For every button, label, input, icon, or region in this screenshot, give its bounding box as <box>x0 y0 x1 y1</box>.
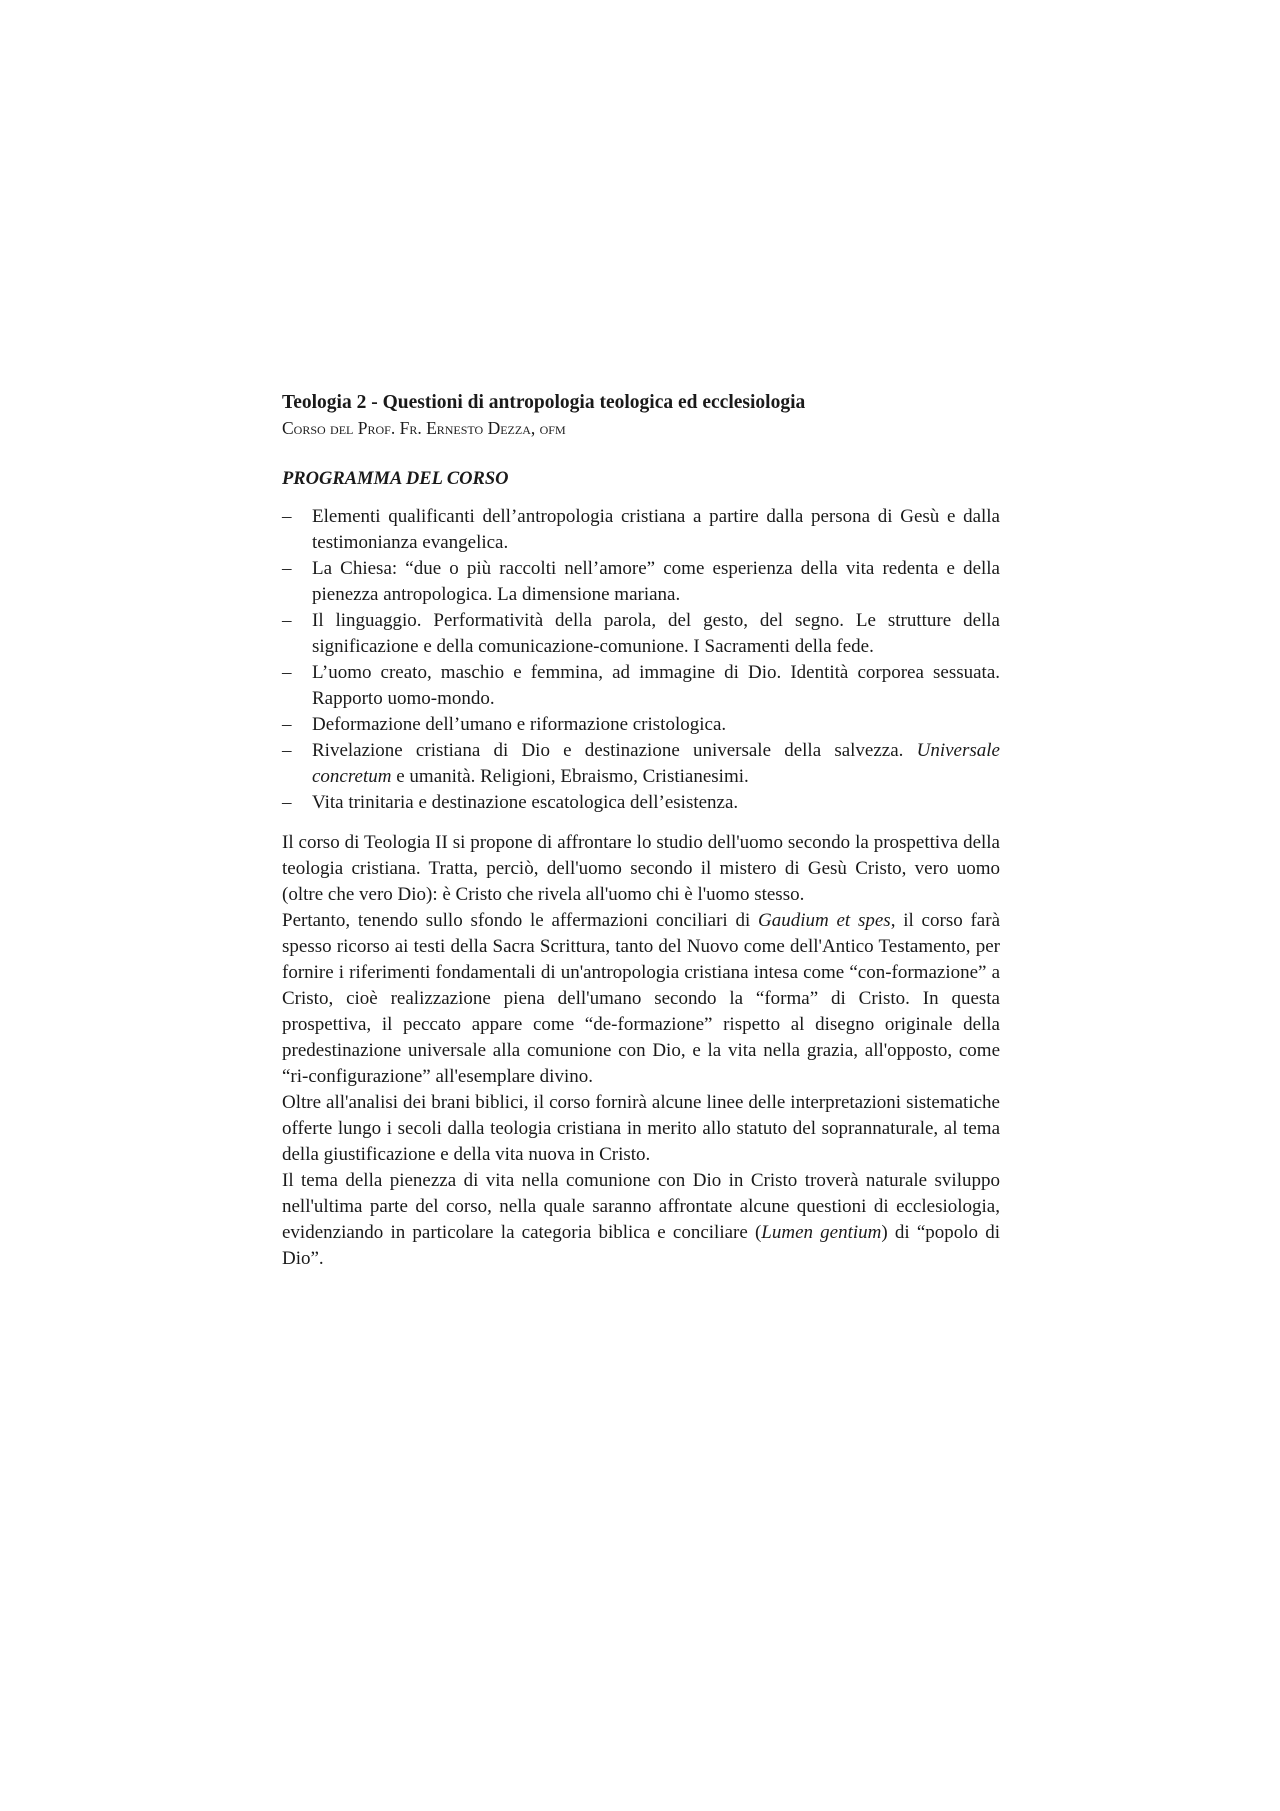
program-list <box>282 504 1000 816</box>
program-item-text-after: e umanità. Religioni, Ebraismo, Cristianesimi. <box>391 766 749 787</box>
body-paragraph: Oltre all'analisi dei brani biblici, il corso fornirà alcune linee delle interpretazioni sistematiche offerte lungo i secoli dalla teologia cristiana in merito allo statuto del soprannaturale, al tema della giustificazione e della vita nuova in Cristo. <box>282 1092 1000 1165</box>
bullet-dash: – <box>282 558 292 579</box>
program-item-text: Il linguaggio. Performatività della parola, del gesto, del segno. Le strutture della significazione e della comunicazione-comunione. I Sacramenti della fede. <box>312 610 1000 657</box>
bullet-dash: – <box>282 740 292 761</box>
program-item <box>282 738 1000 790</box>
bullet-dash: – <box>282 714 292 735</box>
program-item <box>282 504 1000 556</box>
program-item <box>282 790 1000 816</box>
program-item <box>282 712 1000 738</box>
program-item-text: Deformazione dell’umano e riformazione cristologica. <box>312 714 727 735</box>
program-item <box>282 608 1000 660</box>
body-paragraph <box>282 908 1000 1090</box>
paragraph-text-before: Pertanto, tenendo sullo sfondo le affermazioni conciliari di <box>282 910 758 931</box>
bullet-dash: – <box>282 506 292 527</box>
program-item-text: Elementi qualificanti dell’antropologia cristiana a partire dalla persona di Gesù e dalla testimonianza evangelica. <box>312 506 1000 553</box>
program-item-text-before: Rivelazione cristiana di Dio e destinazione universale della salvezza. <box>312 740 917 761</box>
course-description <box>282 830 1000 1272</box>
program-item <box>282 660 1000 712</box>
document-subtitle: Corso del Prof. Fr. Ernesto Dezza, ofm <box>282 418 566 438</box>
program-item <box>282 556 1000 608</box>
bullet-dash: – <box>282 662 292 683</box>
program-item-text-italic: Universale concretum <box>312 740 1000 787</box>
bullet-dash: – <box>282 610 292 631</box>
bullet-dash: – <box>282 792 292 813</box>
document-page <box>282 390 1000 1272</box>
paragraph-text-after: ) di “popolo di Dio”. <box>282 1222 1000 1269</box>
body-paragraph <box>282 1168 1000 1272</box>
paragraph-text-italic: Gaudium et spes <box>758 910 891 931</box>
paragraph-text-italic: Lumen gentium <box>761 1222 882 1243</box>
body-paragraph: Il corso di Teologia II si propone di affrontare lo studio dell'uomo secondo la prospettiva della teologia cristiana. Tratta, perciò, dell'uomo secondo il mistero di Gesù Cristo, vero uomo (oltre che vero Dio): è Cristo che rivela all'uomo chi è l'uomo stesso. <box>282 832 1000 905</box>
paragraph-text-before: Il tema della pienezza di vita nella comunione con Dio in Cristo troverà naturale sviluppo nell'ultima parte del corso, nella quale saranno affrontate alcune questioni di ecclesiologia, evidenziando in particolare la categoria biblica e conciliare ( <box>282 1170 1000 1243</box>
program-item-text: L’uomo creato, maschio e femmina, ad immagine di Dio. Identità corporea sessuata. Rapporto uomo-mondo. <box>312 662 1000 709</box>
program-heading: PROGRAMMA DEL CORSO <box>282 469 509 489</box>
program-item-text: Vita trinitaria e destinazione escatologica dell’esistenza. <box>312 792 739 813</box>
paragraph-text-after: , il corso farà spesso ricorso ai testi della Sacra Scrittura, tanto del Nuovo come dell'Antico Testamento, per fornire i riferimenti fondamentali di un'antropologia cristiana intesa come “con-formazione” a Cristo, cioè realizzazione piena dell'umano secondo la “forma” di Cristo. In questa prospettiva, il peccato appare come “de-formazione” rispetto al disegno originale della predestinazione universale alla comunione con Dio, e la vita nella grazia, all'opposto, come “ri-configurazione” all'esemplare divino. <box>282 910 1001 1087</box>
document-title: Teologia 2 - Questioni di antropologia teologica ed ecclesiologia <box>282 392 806 413</box>
program-item-text: La Chiesa: “due o più raccolti nell’amore” come esperienza della vita redenta e della pienezza antropologica. La dimensione mariana. <box>312 558 1000 605</box>
